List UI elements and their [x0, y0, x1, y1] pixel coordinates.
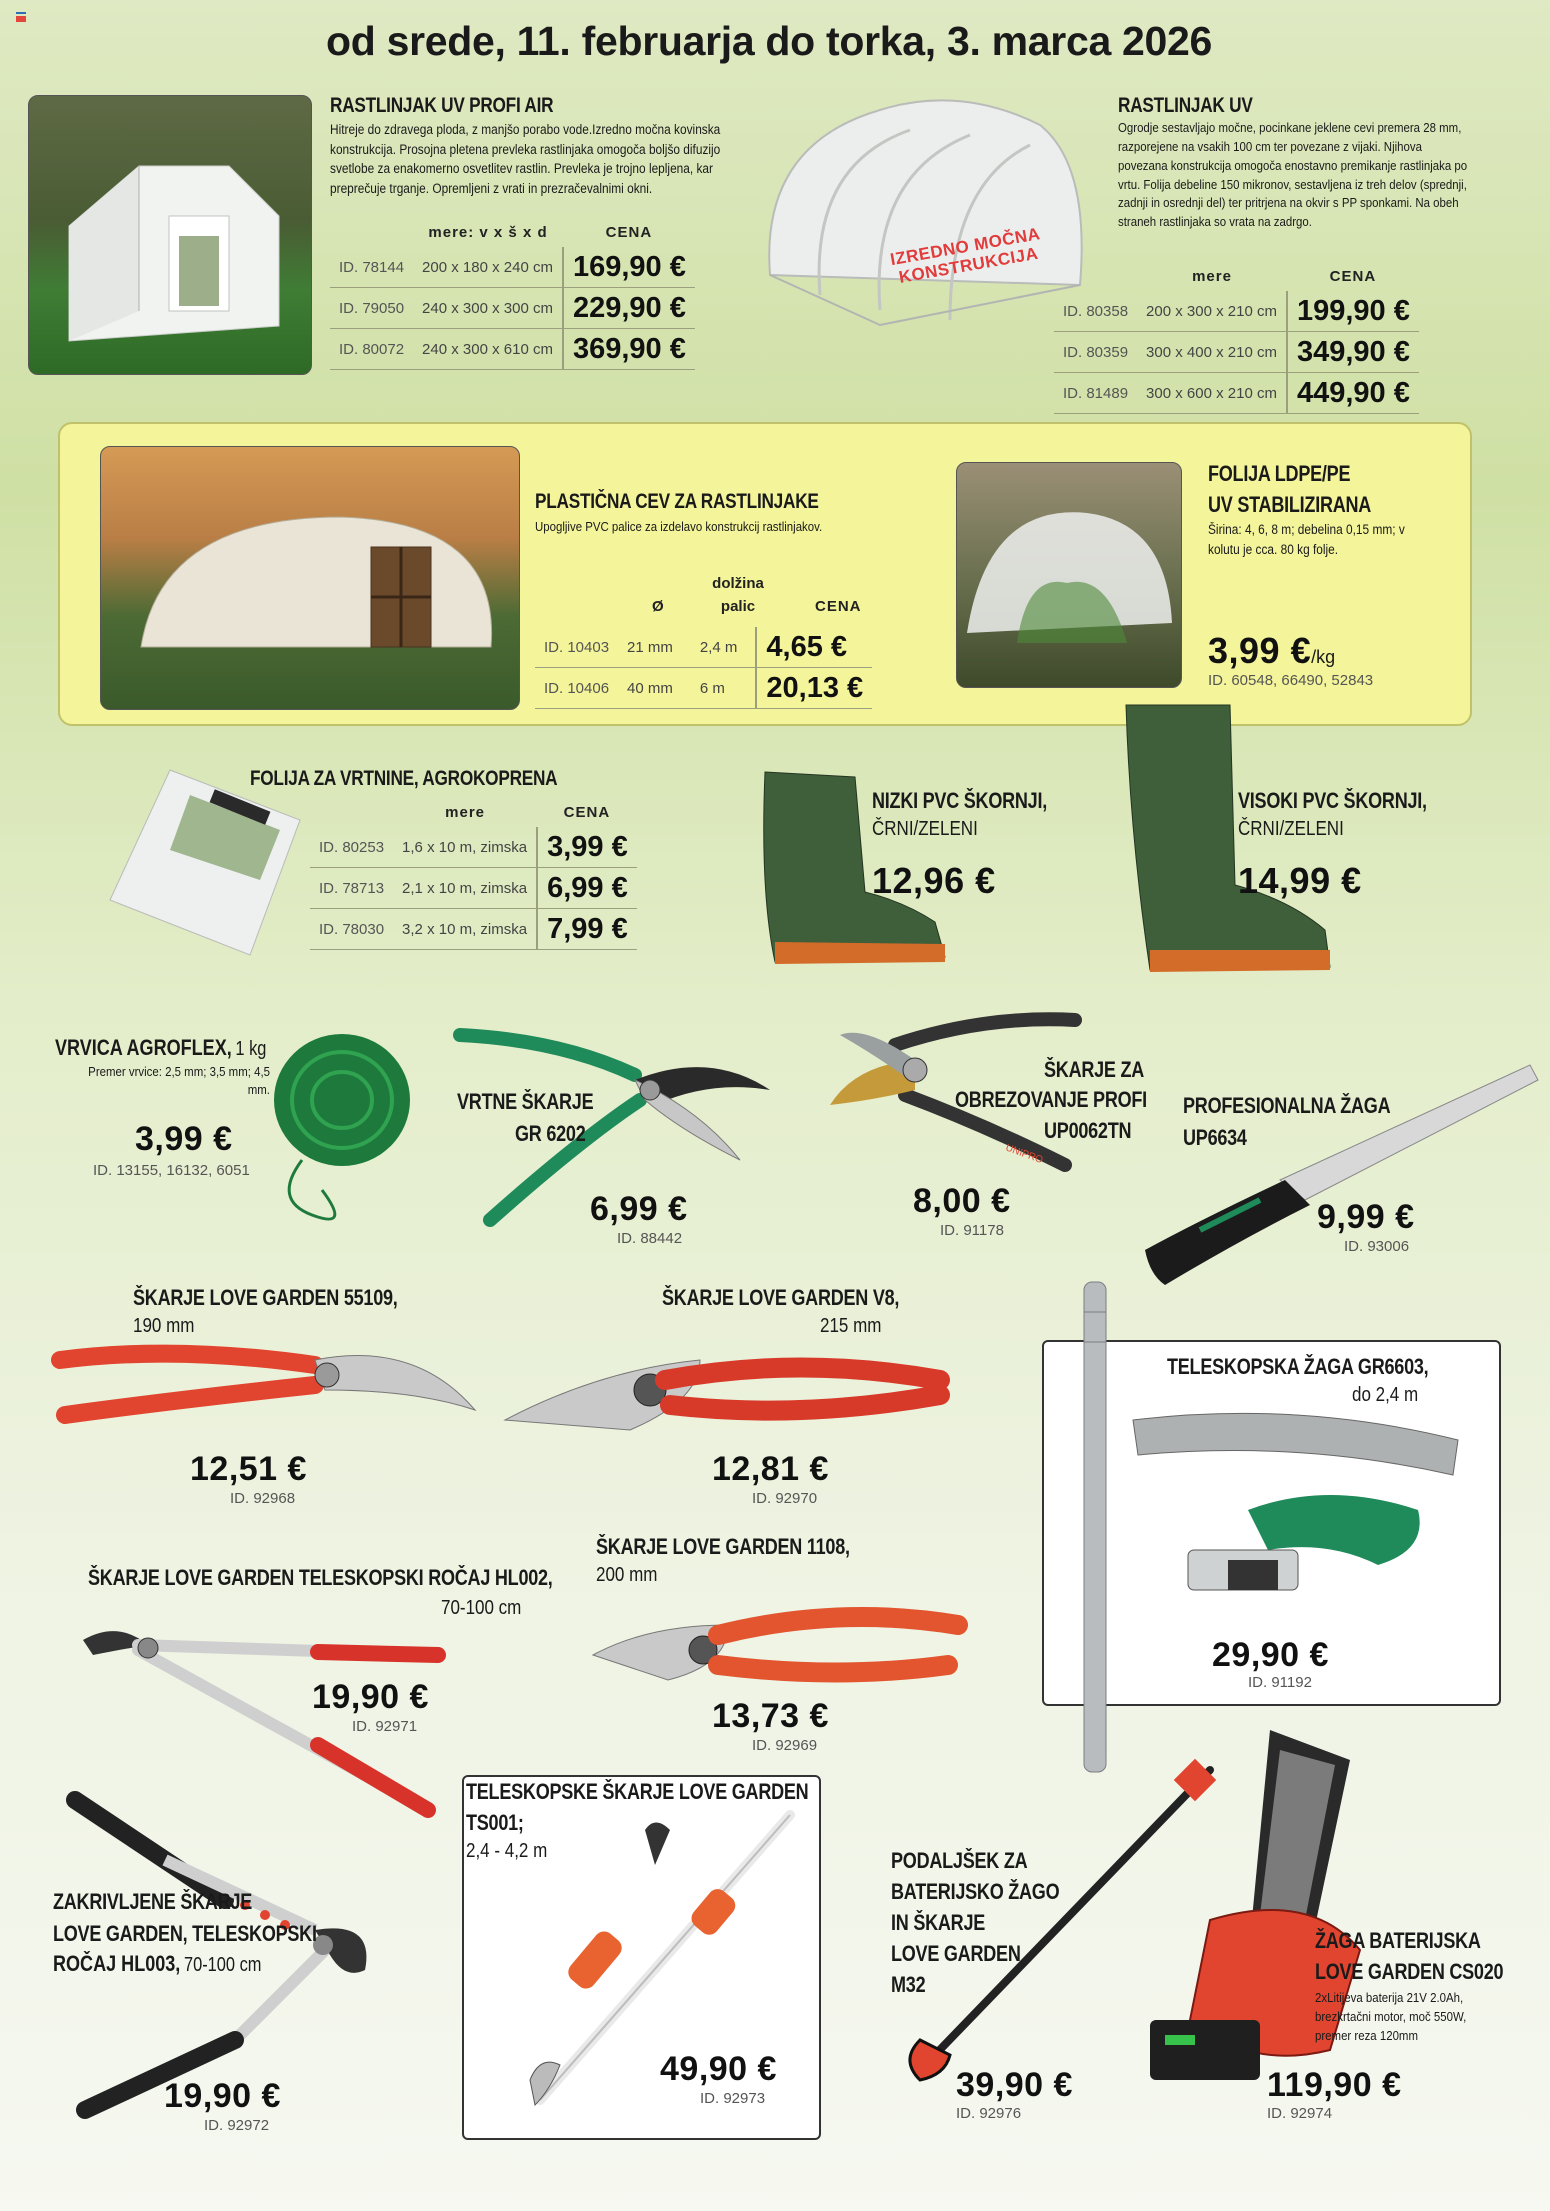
- hl002-id: ID. 92971: [352, 1718, 418, 1735]
- product-price: 20,13 €: [756, 668, 872, 709]
- twine-title: VRVICA AGROFLEX,: [55, 1035, 232, 1060]
- col-length-header: dolžina palic: [712, 575, 764, 615]
- gr6202-id: ID. 88442: [617, 1230, 683, 1247]
- product-price: 449,90 €: [1287, 373, 1419, 414]
- hl002-size: 70-100 cm: [441, 1597, 522, 1619]
- shears-1108-size: 200 mm: [596, 1564, 658, 1586]
- table-row: [330, 247, 695, 288]
- up0062-title-3: UP0062TN: [1044, 1118, 1132, 1143]
- greenhouse-uv-title: RASTLINJAK UV: [1118, 94, 1253, 117]
- pvc-pipe-title: PLASTIČNA CEV ZA RASTLINJAKE: [535, 490, 819, 513]
- shears-1108-title: ŠKARJE LOVE GARDEN 1108,: [596, 1534, 850, 1559]
- twine-title-line: [55, 1035, 266, 1061]
- low-boots-title-1: NIZKI PVC ŠKORNJI,: [872, 788, 1048, 813]
- pipe-length: 2,4 m: [682, 627, 757, 668]
- ldpe-film-unit: /kg: [1311, 647, 1336, 667]
- pipe-diameter: 21 mm: [618, 627, 682, 668]
- col-price: CENA: [605, 224, 653, 241]
- ts001-size: 2,4 - 4,2 m: [466, 1840, 548, 1862]
- up0062-price: 8,00 €: [913, 1182, 1011, 1220]
- up6634-price: 9,99 €: [1317, 1198, 1415, 1236]
- product-id: ID. 78144: [330, 247, 413, 288]
- high-boot-image: [1120, 705, 1340, 985]
- gr6603-price: 29,90 €: [1212, 1636, 1329, 1674]
- product-price: 3,99 €: [537, 827, 637, 868]
- table-row: [1054, 291, 1419, 332]
- low-boots-title-2: ČRNI/ZELENI: [872, 818, 978, 840]
- gr6603-pole-image: [1070, 1282, 1130, 1782]
- m32-title-4: LOVE GARDEN: [891, 1941, 1021, 1966]
- pvc-greenhouse-photo: [100, 446, 520, 710]
- col-dims: mere: v x š x d: [428, 224, 548, 241]
- product-price: 4,65 €: [756, 627, 872, 668]
- product-id: ID. 80072: [330, 329, 413, 370]
- agro-film-table: [310, 804, 637, 950]
- shears-1108-price: 13,73 €: [712, 1697, 829, 1735]
- shears-55109-size: 190 mm: [133, 1315, 195, 1337]
- ts001-id: ID. 92973: [700, 2090, 766, 2107]
- gr6603-saw-image: [1128, 1400, 1468, 1640]
- cs020-price: 119,90 €: [1267, 2066, 1402, 2104]
- shears-1108-id: ID. 92969: [752, 1737, 818, 1754]
- shears-v8-size: 215 mm: [820, 1315, 882, 1337]
- col-price: CENA: [1329, 268, 1377, 285]
- ts001-title-1: TELESKOPSKE ŠKARJE LOVE GARDEN: [466, 1779, 809, 1804]
- table-row: [535, 627, 872, 668]
- ldpe-film-image: [957, 463, 1181, 687]
- gr6603-size: do 2,4 m: [1352, 1384, 1419, 1406]
- shears-v8-title: ŠKARJE LOVE GARDEN V8,: [662, 1285, 900, 1310]
- col-dims: mere: [1192, 268, 1232, 285]
- shears-v8-price: 12,81 €: [712, 1450, 829, 1488]
- twine-price: 3,99 €: [135, 1120, 233, 1158]
- ts001-title-2: TS001;: [466, 1810, 524, 1835]
- gr6603-id: ID. 91192: [1248, 1674, 1312, 1691]
- ldpe-film-title-1: FOLIJA LDPE/PE: [1208, 461, 1351, 486]
- table-row: [330, 288, 695, 329]
- product-dims: 300 x 600 x 210 cm: [1137, 373, 1287, 414]
- brand-mark: UNIPRO: [1003, 1142, 1045, 1167]
- low-boots-price: 12,96 €: [872, 860, 996, 901]
- col-price: CENA: [563, 804, 611, 821]
- pvc-greenhouse-image: [101, 447, 519, 709]
- up0062-title-2: OBREZOVANJE PROFI: [955, 1087, 1147, 1112]
- product-dims: 240 x 300 x 610 cm: [413, 329, 563, 370]
- product-id: ID. 80359: [1054, 332, 1137, 373]
- page-title: od srede, 11. februarja do torka, 3. marca 2026: [326, 18, 1213, 64]
- product-id: ID. 10406: [535, 668, 618, 709]
- table-row: [535, 668, 872, 709]
- product-dims: 2,1 x 10 m, zimska: [393, 868, 537, 909]
- product-dims: 1,6 x 10 m, zimska: [393, 827, 537, 868]
- col-dims: mere: [445, 804, 485, 821]
- shears-v8-id: ID. 92970: [752, 1490, 818, 1507]
- cs020-id: ID. 92974: [1267, 2105, 1333, 2122]
- product-id: ID. 79050: [330, 288, 413, 329]
- table-row: [310, 827, 637, 868]
- up6634-title-2: UP6634: [1183, 1125, 1247, 1150]
- ldpe-film-desc: Širina: 4, 6, 8 m; debelina 0,15 mm; v kolutu je cca. 80 kg folje.: [1208, 522, 1405, 557]
- ts001-price: 49,90 €: [660, 2050, 777, 2088]
- table-row: [330, 329, 695, 370]
- product-dims: 200 x 180 x 240 cm: [413, 247, 563, 288]
- table-row: [1054, 332, 1419, 373]
- product-price: 169,90 €: [563, 247, 695, 288]
- hl003-id: ID. 92972: [204, 2117, 270, 2134]
- gr6202-price: 6,99 €: [590, 1190, 688, 1228]
- product-price: 229,90 €: [563, 288, 695, 329]
- hl003-title-3: ROČAJ HL003,: [53, 1951, 181, 1976]
- ldpe-film-photo: [956, 462, 1182, 688]
- product-price: 369,90 €: [563, 329, 695, 370]
- up0062-title-1: ŠKARJE ZA: [1044, 1057, 1145, 1082]
- greenhouse-uv-desc: Ogrodje sestavljajo močne, pocinkane jeklene cevi premera 28 mm, razporejene na vsakih 100 cm ter povezane z vijaki. Njihova povezana konstrukcija omogoča enostavno premikanje rastlinjaka po vrtu. Folija debeline 150 mikronov, sestavljena iz treh delov (sprednji, zadnji in osrednji del) ter pritrjena na okvir s PP sponkami. Na obeh straneh rastlinjaka so vrata na zadrgo.: [1118, 120, 1468, 230]
- hl003-loppers-image: [55, 1780, 385, 2120]
- col-price-header: CENA: [815, 598, 862, 615]
- m32-price: 39,90 €: [956, 2066, 1073, 2104]
- product-id: ID. 78030: [310, 909, 393, 950]
- m32-title-2: BATERIJSKO ŽAGO: [891, 1879, 1060, 1904]
- twine-weight: 1 kg: [235, 1038, 267, 1060]
- table-row: [310, 868, 637, 909]
- high-boots-price: 14,99 €: [1238, 860, 1362, 901]
- m32-title-5: M32: [891, 1972, 926, 1997]
- shears-1108-image: [588, 1585, 968, 1715]
- product-id: ID. 80358: [1054, 291, 1137, 332]
- gr6202-title-2: GR 6202: [515, 1121, 586, 1146]
- pipe-length: 6 m: [682, 668, 757, 709]
- shears-55109-id: ID. 92968: [230, 1490, 296, 1507]
- m32-title-1: PODALJŠEK ZA: [891, 1848, 1028, 1873]
- up6634-title-1: PROFESIONALNA ŽAGA: [1183, 1093, 1391, 1118]
- product-price: 6,99 €: [537, 868, 637, 909]
- product-dims: 3,2 x 10 m, zimska: [393, 909, 537, 950]
- agro-film-title: FOLIJA ZA VRTNINE, AGROKOPRENA: [250, 767, 558, 790]
- gr6202-title-1: VRTNE ŠKARJE: [457, 1089, 594, 1114]
- m32-id: ID. 92976: [956, 2105, 1022, 2122]
- product-id: ID. 78713: [310, 868, 393, 909]
- hl002-title: ŠKARJE LOVE GARDEN TELESKOPSKI ROČAJ HL002,: [88, 1565, 553, 1590]
- greenhouse-profi-photo: [28, 95, 312, 375]
- product-dims: 240 x 300 x 300 cm: [413, 288, 563, 329]
- twine-image: [262, 1030, 422, 1240]
- cs020-desc: 2xLitijeva baterija 21V 2.0Ah, brezkrtačni motor, moč 550W, premer reza 120mm: [1315, 1990, 1467, 2043]
- greenhouse-uv-table: [1054, 268, 1419, 414]
- hl003-size: 70-100 cm: [183, 1954, 262, 1976]
- hl003-title-3-line: [53, 1951, 261, 1977]
- ldpe-film-ids: ID. 60548, 66490, 52843: [1208, 672, 1374, 689]
- flag-icon: [16, 16, 26, 22]
- product-id: ID. 80253: [310, 827, 393, 868]
- hl003-title-1: ZAKRIVLJENE ŠKARJE: [53, 1889, 253, 1914]
- ldpe-film-price-block: [1208, 630, 1335, 672]
- m32-title-3: IN ŠKARJE: [891, 1910, 986, 1935]
- twine-desc: Premer vrvice: 2,5 mm; 3,5 mm; 4,5 mm.: [88, 1064, 270, 1098]
- shears-55109-price: 12,51 €: [190, 1450, 307, 1488]
- product-price: 349,90 €: [1287, 332, 1419, 373]
- hl002-price: 19,90 €: [312, 1678, 429, 1716]
- up0062-id: ID. 91178: [940, 1222, 1004, 1239]
- table-row: [1054, 373, 1419, 414]
- greenhouse-profi-table: [330, 224, 695, 370]
- greenhouse-profi-title: RASTLINJAK UV PROFI AIR: [330, 94, 554, 117]
- cs020-title-2: LOVE GARDEN CS020: [1315, 1959, 1504, 1984]
- product-price: 7,99 €: [537, 909, 637, 950]
- up6634-id: ID. 93006: [1344, 1238, 1410, 1255]
- product-dims: 200 x 300 x 210 cm: [1137, 291, 1287, 332]
- greenhouse-profi-desc: Hitreje do zdravega ploda, z manjšo porabo vode.Izredno močna kovinska konstrukcija. Prosojna pletena prevleka rastlinjaka omogoča boljšo difuzijo svetlobe za enakomerno osvetlitev rastlin. Prevleka je trojno lepljena, kar preprečuje trganje. Opremljeni z vrati in prezračevalnimi okni.: [330, 122, 721, 196]
- greenhouse-uv-image: [760, 85, 1100, 350]
- gr6603-title: TELESKOPSKA ŽAGA GR6603,: [1167, 1354, 1429, 1379]
- product-dims: 300 x 400 x 210 cm: [1137, 332, 1287, 373]
- high-boots-title-2: ČRNI/ZELENI: [1238, 818, 1344, 840]
- high-boots-title-1: VISOKI PVC ŠKORNJI,: [1238, 788, 1427, 813]
- product-id: ID. 81489: [1054, 373, 1137, 414]
- greenhouse-profi-image: [29, 96, 311, 374]
- col-diameter-header: Ø: [652, 598, 664, 615]
- pipe-diameter: 40 mm: [618, 668, 682, 709]
- product-price: 199,90 €: [1287, 291, 1419, 332]
- pvc-pipe-table: [535, 627, 872, 709]
- hl003-price: 19,90 €: [164, 2077, 281, 2115]
- agro-film-image: [110, 770, 310, 955]
- shears-55109-image: [55, 1320, 485, 1450]
- hl003-title-2: LOVE GARDEN, TELESKOPSKI: [53, 1921, 317, 1946]
- ldpe-film-price: 3,99 €: [1208, 630, 1312, 671]
- shears-v8-image: [500, 1320, 950, 1460]
- product-id: ID. 10403: [535, 627, 618, 668]
- shears-55109-title: ŠKARJE LOVE GARDEN 55109,: [133, 1285, 398, 1310]
- ldpe-film-title-2: UV STABILIZIRANA: [1208, 492, 1372, 517]
- cs020-title-1: ŽAGA BATERIJSKA: [1315, 1928, 1481, 1953]
- table-row: [310, 909, 637, 950]
- pvc-pipe-desc: Upogljive PVC palice za izdelavo konstrukcij rastlinjakov.: [535, 519, 823, 534]
- twine-id: ID. 13155, 16132, 6051: [93, 1162, 250, 1179]
- strength-stamp: IZREDNO MOČNA KONSTRUKCIJA: [888, 224, 1042, 287]
